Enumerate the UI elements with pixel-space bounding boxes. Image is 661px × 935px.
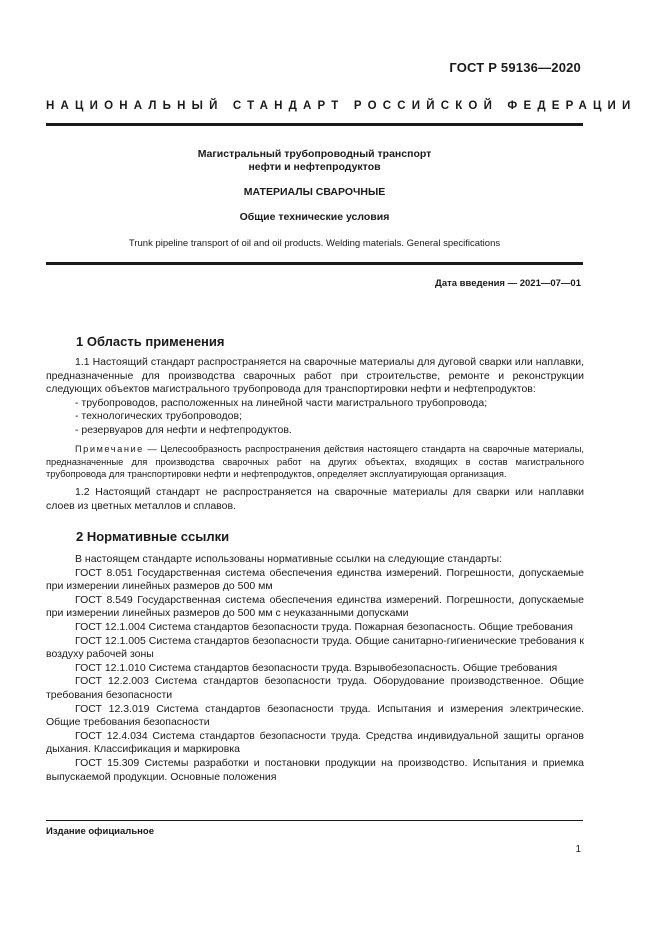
english-title: Trunk pipeline transport of oil and oil products. Welding materials. General specifications — [128, 238, 501, 249]
section-1-heading: 1 Область применения — [76, 334, 225, 349]
note-text: — Целесообразность распространения действия настоящего стандарта на сварочные материалы, предназначенные для производства сварочных работ на других объектах, входящих в состав магистрального трубопровода для транспортировки нефти и нефтепродуктов, определяет эксплуатирующая организация. — [46, 444, 584, 480]
document-code: ГОСТ Р 59136—2020 — [449, 60, 581, 75]
list-item: - технологических трубопроводов; — [75, 410, 242, 423]
list-item: - резервуаров для нефти и нефтепродуктов. — [75, 423, 292, 436]
paragraph-1-2: 1.2 Настоящий стандарт не распространяется на сварочные материалы для сварки или наплавки слоев из цветных металлов и сплавов. — [46, 486, 584, 512]
main-title: МАТЕРИАЛЫ СВАРОЧНЫЕ — [243, 186, 386, 198]
section-2-heading: 2 Нормативные ссылки — [76, 529, 230, 544]
page-number: 1 — [575, 844, 581, 855]
list-item: - трубопроводов, расположенных на линейной части магистрального трубопровода; — [75, 396, 488, 409]
note-block — [46, 443, 584, 481]
official-edition-label: Издание официальное — [46, 826, 154, 837]
reference-item: ГОСТ 12.1.004 Система стандартов безопасности труда. Пожарная безопасность. Общие требования — [75, 620, 573, 633]
paragraph-1-1: 1.1 Настоящий стандарт распространяется на сварочные материалы для дуговой сварки или наплавки, предназначенные для производства сварочных работ при строительстве, ремонте и реконструкции следующих объектов магистрального трубопровода для транспортировки нефти и нефтепродуктов: — [46, 356, 584, 396]
reference-item: ГОСТ 12.4.034 Система стандартов безопасности труда. Средства индивидуальной защиты органов дыхания. Классификация и маркировка — [46, 729, 584, 756]
footer-rule — [46, 820, 583, 821]
section-2-body — [46, 553, 584, 784]
introduction-date: Дата введения — 2021—07—01 — [435, 278, 581, 289]
references-intro: В настоящем стандарте использованы нормативные ссылки на следующие стандарты: — [75, 553, 502, 565]
section-1-body — [46, 356, 584, 438]
paragraph-1-2-block — [46, 486, 584, 513]
title-line-1: Магистральный трубопроводный транспорт — [197, 148, 432, 160]
reference-item: ГОСТ 8.051 Государственная система обеспечения единства измерений. Погрешности, допускаемые при измерении линейных размеров до 500 мм — [46, 566, 584, 593]
national-standard-banner: НАЦИОНАЛЬНЫЙ СТАНДАРТ РОССИЙСКОЙ ФЕДЕРАЦИИ — [46, 100, 637, 112]
note-label: Примечание — [75, 444, 144, 454]
reference-item: ГОСТ 12.1.005 Система стандартов безопасности труда. Общие санитарно-гигиенические требования к воздуху рабочей зоны — [46, 634, 584, 661]
reference-item: ГОСТ 8.549 Государственная система обеспечения единства измерений. Погрешности, допускаемые при измерении линейных размеров до 500 мм с неуказанными допусками — [46, 593, 584, 620]
subtitle: Общие технические условия — [239, 211, 390, 223]
reference-item: ГОСТ 12.1.010 Система стандартов безопасности труда. Взрывобезопасность. Общие требования — [75, 661, 558, 674]
title-bottom-rule — [46, 262, 583, 265]
top-rule — [46, 123, 583, 126]
reference-item: ГОСТ 12.2.003 Система стандартов безопасности труда. Оборудование производственное. Общие требования безопасности — [46, 675, 584, 701]
reference-item: ГОСТ 15.309 Системы разработки и постановки продукции на производство. Испытания и приемка выпускаемой продукции. Основные положения — [46, 756, 584, 783]
title-line-2: нефти и нефтепродуктов — [248, 161, 381, 173]
reference-item: ГОСТ 12.3.019 Система стандартов безопасности труда. Испытания и измерения электрические. Общие требования безопасности — [46, 702, 584, 729]
